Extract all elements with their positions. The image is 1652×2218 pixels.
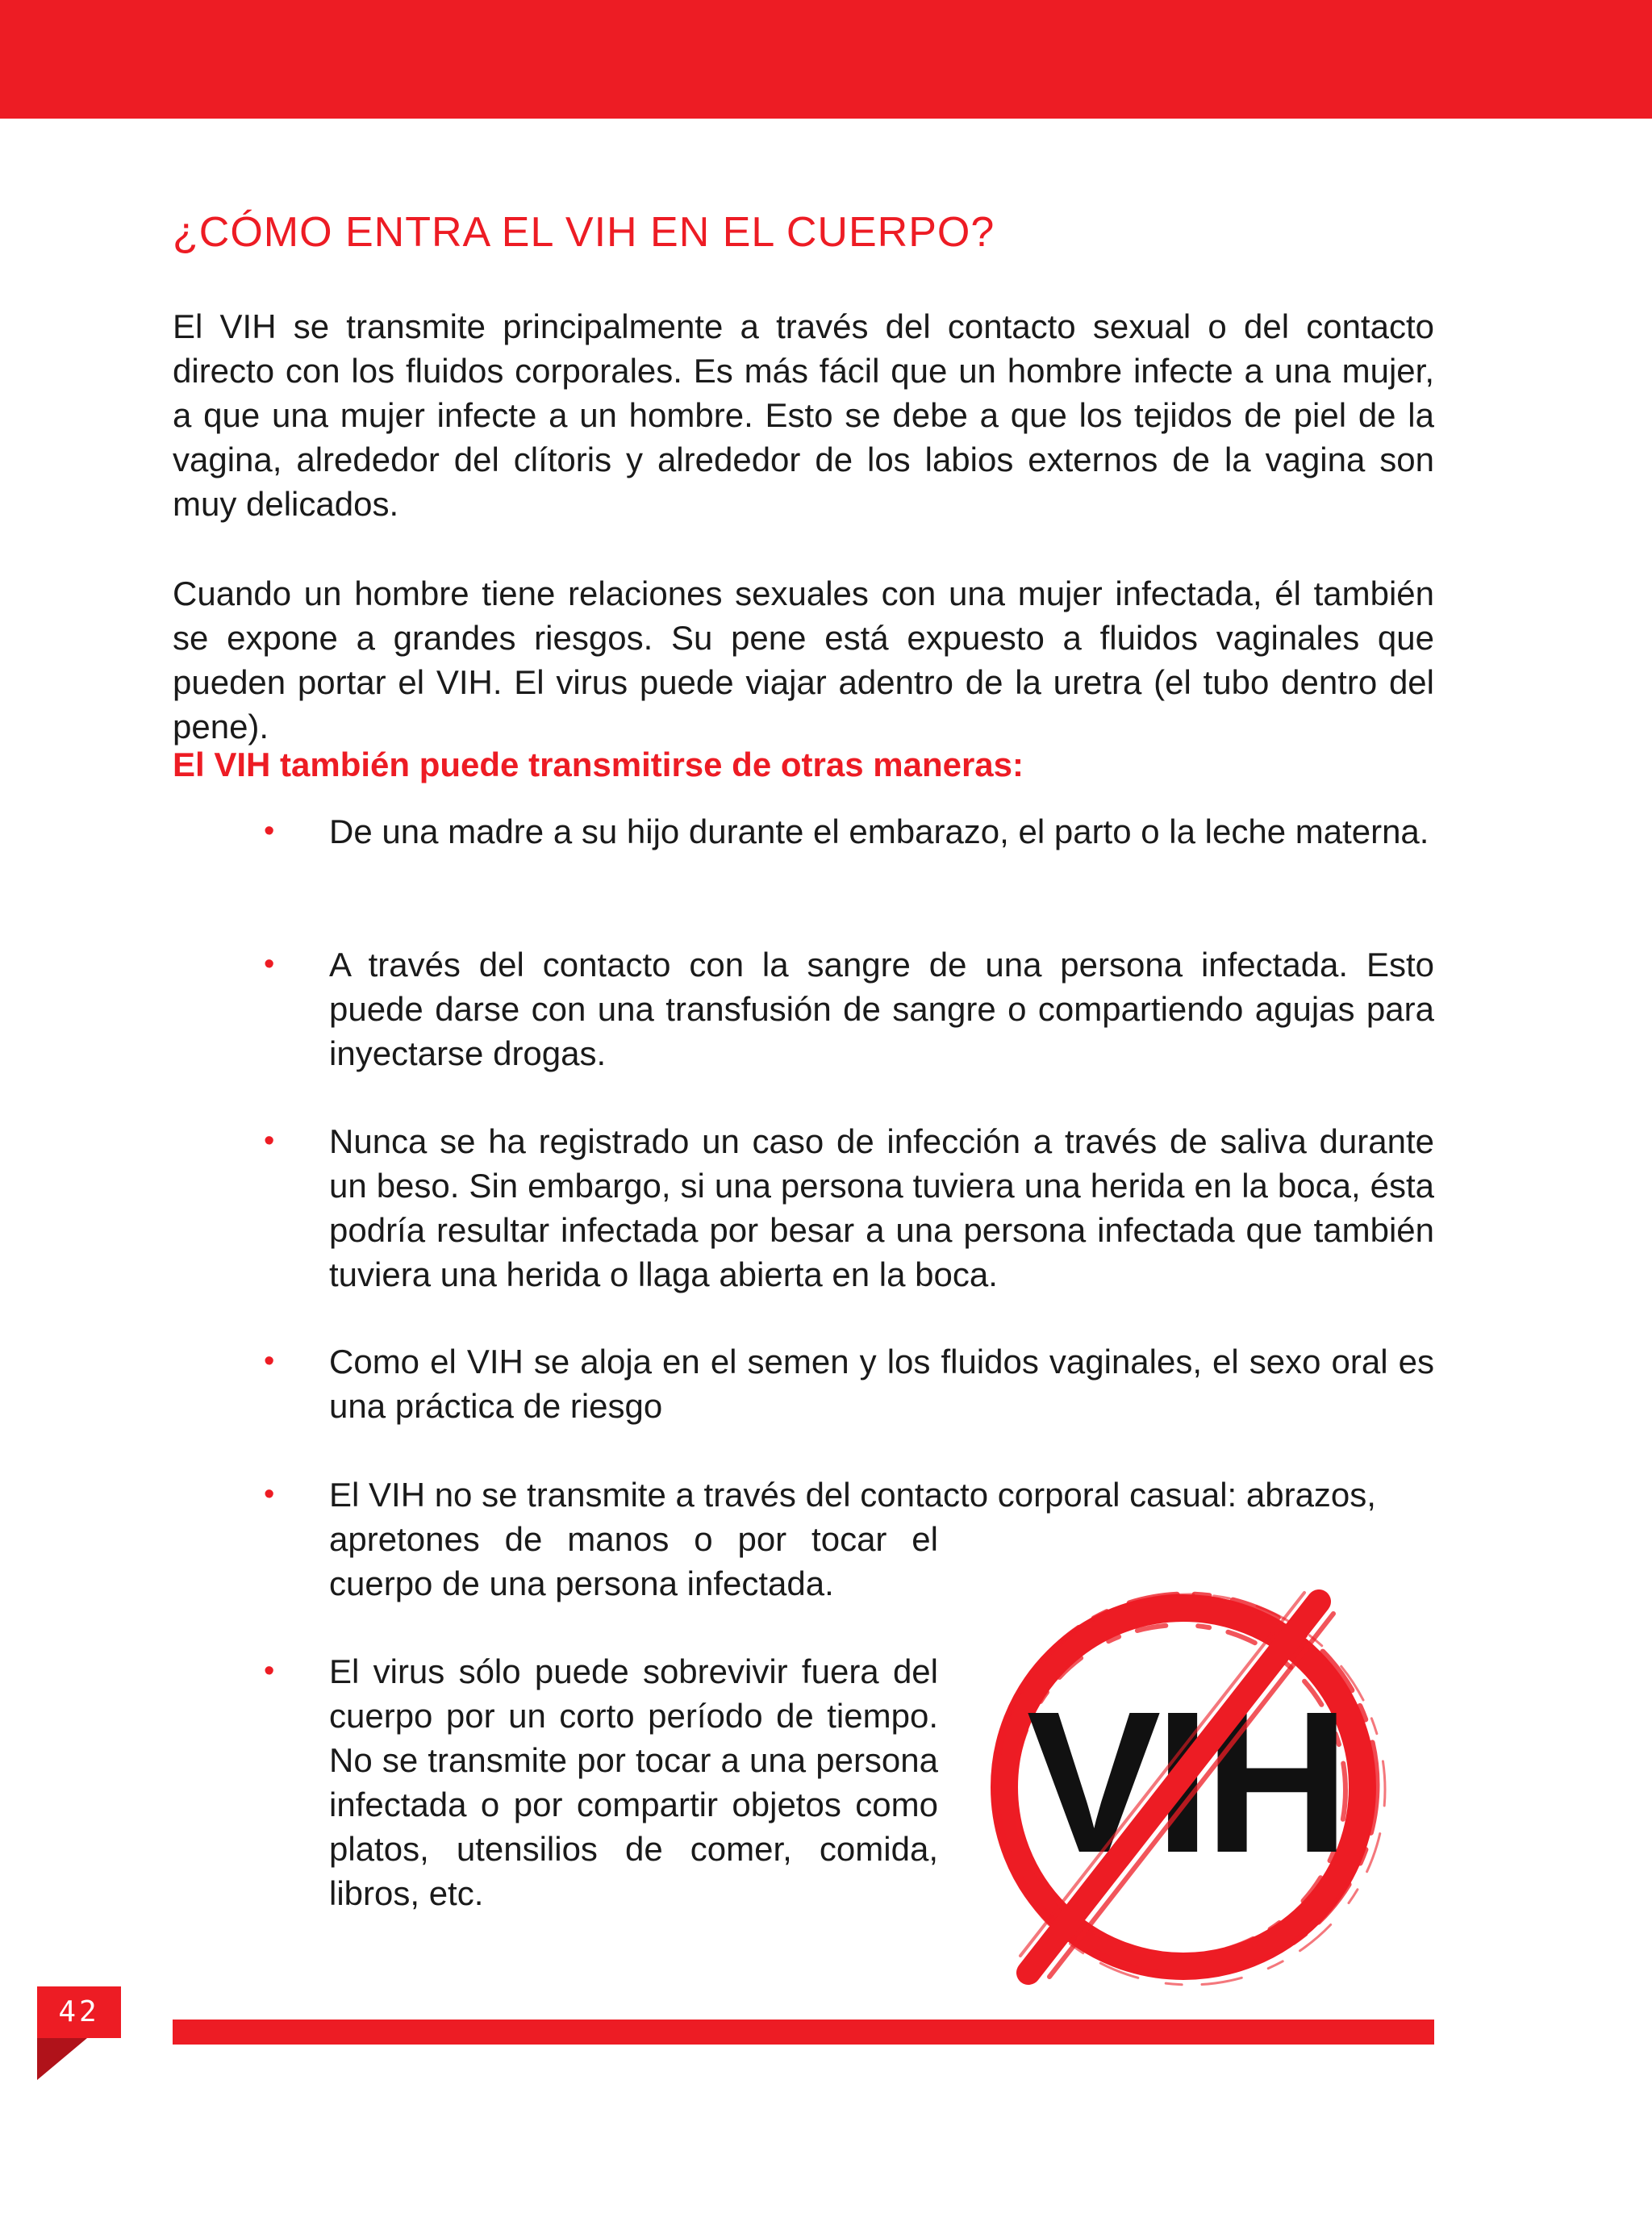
no-vih-sign-icon — [972, 1557, 1400, 2001]
second-paragraph: Cuando un hombre tiene relaciones sexuales con una mujer infectada, él también se expone a grandes riesgos. Su pene está expuesto a fluidos vaginales que pueden portar el VIH. El virus puede viajar adentro de la uretra (el tubo dentro del pene). — [173, 574, 1434, 746]
list-item-text: Nunca se ha registrado un caso de infección a través de saliva durante un beso. Sin embargo, si una persona tuviera una herida en la boca, ésta podría resultar infectada por besar a una persona infectada que también tuviera una herida o llaga abierta en la boca. — [329, 1122, 1434, 1293]
list-item — [264, 1119, 1434, 1297]
list-item — [264, 809, 1434, 854]
top-color-band — [0, 0, 1652, 119]
list-item-text: El VIH no se transmite a través del contacto corporal casual: abrazos, — [329, 1476, 1376, 1514]
intro-paragraph: El VIH se transmite principalmente a través del contacto sexual o del contacto directo con los fluidos corporales. Es más fácil que un hombre infecte a una mujer, a que una mujer infecte a un hombre. Esto se debe a que los tejidos de piel de la vagina, alrededor del clítoris y alrededor de los labios externos de la vagina son muy delicados. — [173, 307, 1434, 523]
bullet-icon: • — [264, 947, 275, 981]
page-tab-fold — [37, 2038, 87, 2080]
list-item-text: De una madre a su hijo durante el embarazo, el parto o la leche materna. — [329, 812, 1429, 850]
logo-text: VIH — [1026, 1669, 1344, 1894]
bullet-icon: • — [264, 1654, 275, 1688]
page-number: 42 — [37, 1986, 121, 2038]
list-item-text: Como el VIH se aloja en el semen y los fluidos vaginales, el sexo oral es una práctica de riesgo — [329, 1343, 1434, 1425]
bullet-icon: • — [264, 1344, 275, 1378]
list-item — [264, 1649, 938, 1915]
section-subheading: El VIH también puede transmitirse de otras maneras: — [173, 746, 1024, 783]
list-item-text: A través del contacto con la sangre de una persona infectada. Esto puede darse con una transfusión de sangre o compartiendo agujas para inyectarse drogas. — [329, 946, 1434, 1072]
footer-rule — [173, 2020, 1434, 2045]
bullet-icon: • — [264, 1124, 275, 1158]
bullet-icon: • — [264, 1477, 275, 1511]
page-title: ¿CÓMO ENTRA EL VIH EN EL CUERPO? — [173, 209, 995, 256]
bullet-icon: • — [264, 814, 275, 848]
list-item-text: El virus sólo puede sobrevivir fuera del cuerpo por un corto período de tiempo. No se transmite por tocar a una persona infectada o por compartir objetos como platos, utensilios de comer, comida, libros, etc. — [329, 1652, 938, 1912]
list-item — [264, 942, 1434, 1076]
list-item-text-continued: apretones de manos o por tocar el cuerpo de una persona infectada. — [329, 1520, 938, 1602]
list-item — [264, 1339, 1434, 1428]
